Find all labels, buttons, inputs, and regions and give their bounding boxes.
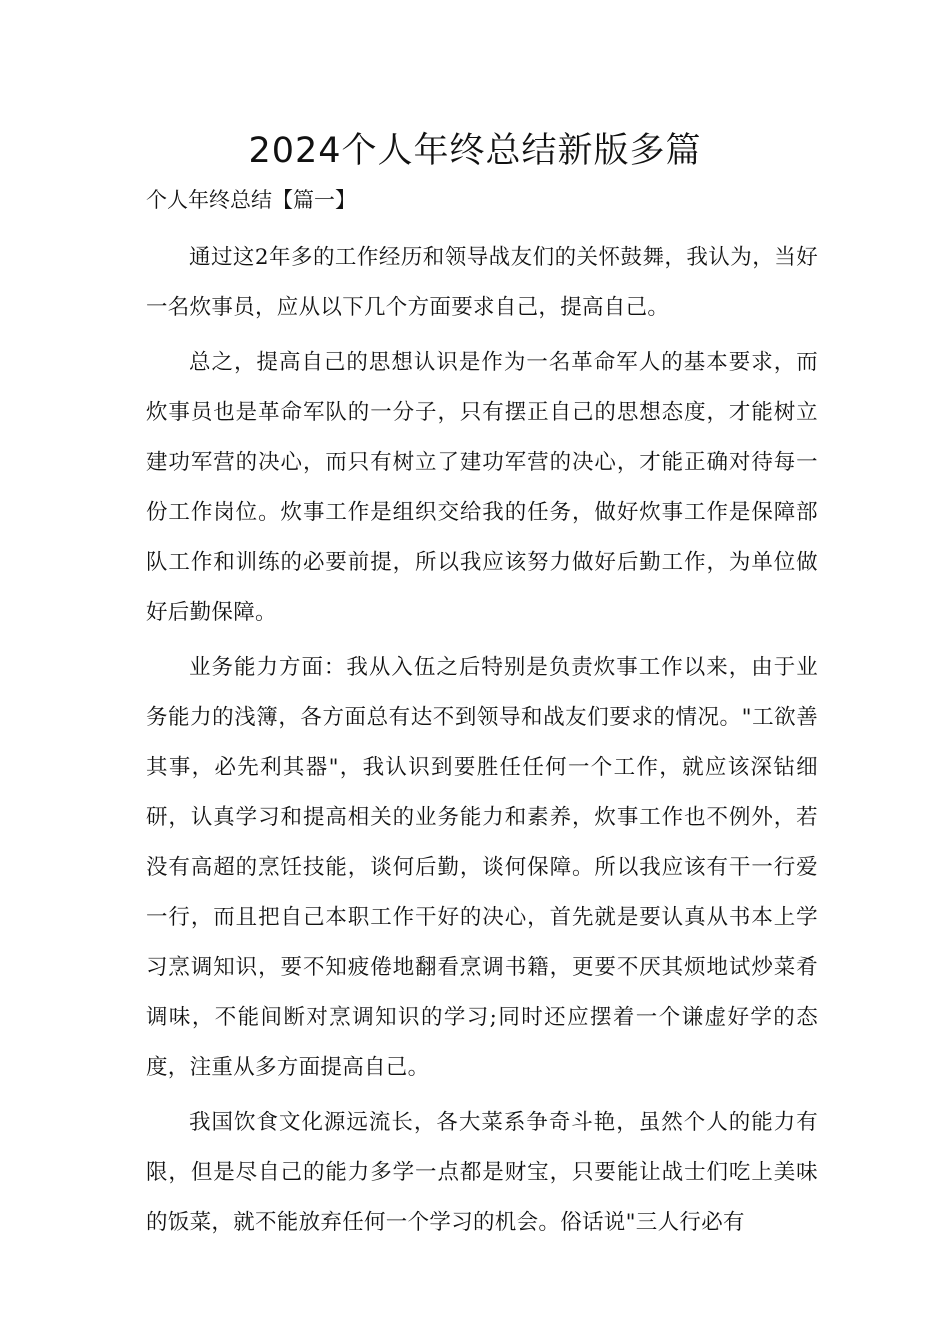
paragraph-2: 总之，提高自己的思想认识是作为一名革命军人的基本要求，而炊事员也是革命军队的一分子，只有摆正自己的思想态度，才能树立建功军营的决心，而只有树立了建功军营的决心，才能正确对待每一份工作岗位。炊事工作是组织交给我的任务，做好炊事工作是保障部队工作和训练的必要前提，所以我应该努力做好后勤工作，为单位做好后勤保障。 xyxy=(146,350,818,625)
document-body xyxy=(146,233,818,1253)
paragraph-4: 我国饮食文化源远流长，各大菜系争奇斗艳，虽然个人的能力有限，但是尽自己的能力多学一点都是财宝，只要能让战士们吃上美味的饭菜，就不能放弃任何一个学习的机会。俗话说"三人行必有 xyxy=(146,1110,818,1235)
document-title: 2024个人年终总结新版多篇 xyxy=(248,131,702,171)
paragraph-1: 通过这2年多的工作经历和领导战友们的关怀鼓舞，我认为，当好一名炊事员，应从以下几个方面要求自己，提高自己。 xyxy=(146,245,818,320)
paragraph-3: 业务能力方面：我从入伍之后特别是负责炊事工作以来，由于业务能力的浅簿，各方面总有达不到领导和战友们要求的情况。"工欲善其事，必先利其器"，我认识到要胜任任何一个工作，就应该深钻细研，认真学习和提高相关的业务能力和素养，炊事工作也不例外，若没有高超的烹饪技能，谈何后勤，谈何保障。所以我应该有干一行爱一行，而且把自己本职工作干好的决心，首先就是要认真从书本上学习烹调知识，要不知疲倦地翻看烹调书籍，更要不厌其烦地试炒菜肴调味，不能间断对烹调知识的学习;同时还应摆着一个谦虚好学的态度，注重从多方面提高自己。 xyxy=(146,655,818,1080)
section-heading: 个人年终总结【篇一】 xyxy=(146,188,356,212)
